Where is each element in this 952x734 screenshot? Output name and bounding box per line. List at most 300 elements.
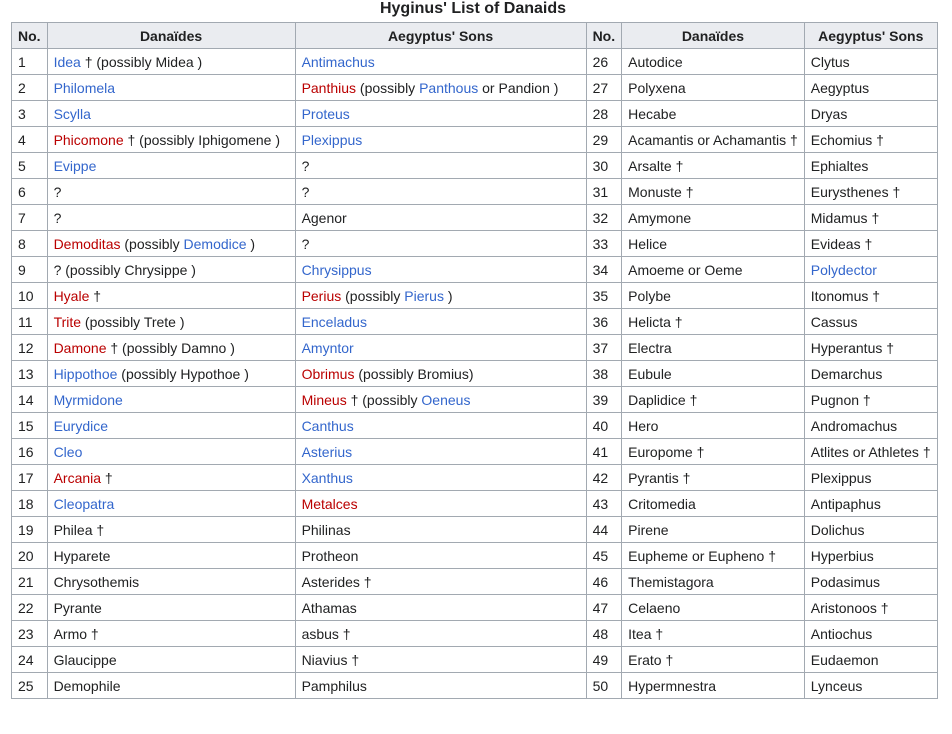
- cell-text: Arsalte †: [628, 157, 684, 174]
- row-number-2: 37: [586, 335, 622, 361]
- cell-text: Polyxena: [628, 79, 686, 96]
- cell-link[interactable]: Hippothoe: [53, 365, 118, 382]
- cell-link[interactable]: Xanthus: [301, 469, 353, 486]
- table-row: [12, 205, 938, 231]
- cell-link[interactable]: Phicomone: [53, 131, 124, 148]
- cell-text: Themistagora: [628, 573, 714, 590]
- header-aegyptus-sons-2[interactable]: Aegyptus' Sons: [804, 23, 937, 49]
- aegyptus-son-name: [295, 153, 586, 179]
- cell-text: Eurysthenes †: [810, 183, 901, 200]
- row-number-2: 43: [586, 491, 622, 517]
- table-row: [12, 75, 938, 101]
- table-row: [12, 309, 938, 335]
- cell-text: or Pandion: [478, 79, 554, 96]
- danaid-name-2: [622, 387, 805, 413]
- aegyptus-son-name: [295, 387, 586, 413]
- row-number-2: 32: [586, 205, 622, 231]
- cell-link[interactable]: Canthus: [301, 417, 354, 434]
- cell-text: † (possibly Iphigomene: [123, 131, 276, 148]
- danaid-name: [47, 231, 295, 257]
- row-number-2: 28: [586, 101, 622, 127]
- danaid-name-2: [622, 335, 805, 361]
- table-row: [12, 465, 938, 491]
- cell-link[interactable]: Evippe: [53, 157, 97, 174]
- danaid-name: [47, 101, 295, 127]
- danaid-name-2: [622, 647, 805, 673]
- cell-text: Helicta †: [628, 313, 683, 330]
- cell-text: Aristonoos †: [810, 599, 889, 616]
- cell-link[interactable]: Trite: [53, 313, 82, 330]
- cell-link[interactable]: Panthous: [419, 79, 479, 96]
- table-row: [12, 231, 938, 257]
- cell-link[interactable]: Plexippus: [301, 131, 363, 148]
- aegyptus-son-name-2: [804, 101, 937, 127]
- row-number-2: 39: [586, 387, 622, 413]
- row-number: 9: [12, 257, 48, 283]
- cell-link[interactable]: Asterius: [301, 443, 353, 460]
- table-row: [12, 647, 938, 673]
- danaids-table: [11, 22, 938, 699]
- danaid-name: [47, 283, 295, 309]
- cell-text: Agenor: [301, 209, 347, 226]
- cell-text: ): [197, 53, 203, 70]
- cell-text: Hecabe: [628, 105, 677, 122]
- danaid-name: [47, 621, 295, 647]
- danaid-name: [47, 127, 295, 153]
- cell-text: Midamus †: [810, 209, 880, 226]
- row-number-2: 27: [586, 75, 622, 101]
- aegyptus-son-name: [295, 595, 586, 621]
- danaid-name-2: [622, 205, 805, 231]
- cell-text: Monuste †: [628, 183, 694, 200]
- cell-text: ): [191, 261, 196, 278]
- table-caption: Hyginus' List of Danaids: [379, 0, 567, 17]
- row-number-2: 48: [586, 621, 622, 647]
- header-danaides[interactable]: Danaïdes: [47, 23, 295, 49]
- row-number: 12: [12, 335, 48, 361]
- cell-link[interactable]: Panthius: [301, 79, 357, 96]
- aegyptus-son-name-2: [804, 361, 937, 387]
- cell-link[interactable]: Enceladus: [301, 313, 367, 330]
- cell-link[interactable]: Demoditas: [53, 235, 121, 252]
- aegyptus-son-name-2: [804, 387, 937, 413]
- danaid-name: [47, 49, 295, 75]
- danaid-name-2: [622, 439, 805, 465]
- cell-text: (possibly: [341, 287, 405, 304]
- cell-text: Dryas: [810, 105, 848, 122]
- table-row: [12, 439, 938, 465]
- cell-link[interactable]: Hyale: [53, 287, 90, 304]
- row-number-2: 41: [586, 439, 622, 465]
- cell-text: Eupheme or Eupheno †: [628, 547, 777, 564]
- danaid-name-2: [622, 153, 805, 179]
- cell-text: Plexippus: [810, 469, 872, 486]
- cell-text: Cassus: [810, 313, 858, 330]
- danaid-name: [47, 647, 295, 673]
- cell-text: ?: [301, 157, 310, 174]
- cell-text: Philea †: [53, 521, 105, 538]
- header-no-2[interactable]: No.: [586, 23, 622, 49]
- table-row: [12, 257, 938, 283]
- aegyptus-son-name-2: [804, 179, 937, 205]
- row-number: 2: [12, 75, 48, 101]
- row-number: 3: [12, 101, 48, 127]
- cell-text: Andromachus: [810, 417, 898, 434]
- cell-text: Acamantis or Achamantis †: [628, 131, 798, 148]
- header-no[interactable]: No.: [12, 23, 48, 49]
- cell-link[interactable]: Mineus: [301, 391, 347, 408]
- aegyptus-son-name: [295, 517, 586, 543]
- header-danaides-2[interactable]: Danaïdes: [622, 23, 805, 49]
- danaid-name-2: [622, 309, 805, 335]
- table-body: [12, 49, 938, 699]
- cell-link[interactable]: Scylla: [53, 105, 91, 122]
- row-number: 16: [12, 439, 48, 465]
- danaid-name-2: [622, 595, 805, 621]
- table-row: [12, 569, 938, 595]
- cell-text: Aegyptus: [810, 79, 870, 96]
- row-number: 14: [12, 387, 48, 413]
- table-row: [12, 49, 938, 75]
- cell-link[interactable]: Metalces: [301, 495, 358, 512]
- row-number: 23: [12, 621, 48, 647]
- row-number: 8: [12, 231, 48, 257]
- row-number-2: 42: [586, 465, 622, 491]
- cell-text: Eudaemon: [810, 651, 879, 668]
- aegyptus-son-name: [295, 75, 586, 101]
- danaid-name: [47, 361, 295, 387]
- danaid-name-2: [622, 49, 805, 75]
- cell-text: Helice: [628, 235, 668, 252]
- danaid-name: [47, 491, 295, 517]
- aegyptus-son-name-2: [804, 309, 937, 335]
- cell-text: ): [275, 131, 281, 148]
- cell-text: Daplidice †: [628, 391, 698, 408]
- cell-text: Antiochus: [810, 625, 873, 642]
- row-number: 5: [12, 153, 48, 179]
- aegyptus-son-name: [295, 491, 586, 517]
- cell-link[interactable]: Arcania: [53, 469, 102, 486]
- cell-link[interactable]: Perius: [301, 287, 342, 304]
- cell-text: Critomedia: [628, 495, 696, 512]
- cell-link[interactable]: Amyntor: [301, 339, 354, 356]
- table-row: [12, 361, 938, 387]
- row-number-2: 26: [586, 49, 622, 75]
- danaid-name: [47, 257, 295, 283]
- row-number-2: 30: [586, 153, 622, 179]
- aegyptus-son-name: [295, 465, 586, 491]
- danaid-name-2: [622, 361, 805, 387]
- aegyptus-son-name: [295, 205, 586, 231]
- danaid-name: [47, 335, 295, 361]
- danaid-name: [47, 543, 295, 569]
- cell-text: Hypermnestra: [628, 677, 717, 694]
- danaid-name: [47, 569, 295, 595]
- row-number-2: 36: [586, 309, 622, 335]
- aegyptus-son-name-2: [804, 621, 937, 647]
- danaid-name: [47, 153, 295, 179]
- cell-text: ?: [53, 209, 62, 226]
- aegyptus-son-name: [295, 673, 586, 699]
- danaid-name: [47, 439, 295, 465]
- cell-text: Itonomus †: [810, 287, 881, 304]
- cell-text: (possibly Trete: [81, 313, 180, 330]
- cell-link[interactable]: Pierus: [404, 287, 444, 304]
- danaid-name: [47, 387, 295, 413]
- row-number: 7: [12, 205, 48, 231]
- row-number-2: 40: [586, 413, 622, 439]
- table-row: [12, 673, 938, 699]
- cell-text: Asterides †: [301, 573, 372, 590]
- cell-text: Antipaphus: [810, 495, 881, 512]
- cell-text: ?: [53, 183, 62, 200]
- row-number: 15: [12, 413, 48, 439]
- row-number: 25: [12, 673, 48, 699]
- aegyptus-son-name-2: [804, 127, 937, 153]
- row-number: 6: [12, 179, 48, 205]
- cell-link[interactable]: Chrysippus: [301, 261, 372, 278]
- aegyptus-son-name: [295, 257, 586, 283]
- cell-text: Dolichus: [810, 521, 865, 538]
- cell-text: Athamas: [301, 599, 357, 616]
- cell-text: Itea †: [628, 625, 664, 642]
- row-number: 19: [12, 517, 48, 543]
- cell-text: ): [246, 235, 256, 252]
- table-row: [12, 179, 938, 205]
- cell-text: Philinas: [301, 521, 351, 538]
- aegyptus-son-name: [295, 569, 586, 595]
- cell-link[interactable]: Cleopatra: [53, 495, 115, 512]
- danaid-name-2: [622, 569, 805, 595]
- danaid-name-2: [622, 127, 805, 153]
- cell-text: Celaeno: [628, 599, 681, 616]
- cell-text: ): [179, 313, 185, 330]
- danaid-name-2: [622, 101, 805, 127]
- cell-text: Echomius †: [810, 131, 884, 148]
- row-number-2: 45: [586, 543, 622, 569]
- aegyptus-son-name: [295, 49, 586, 75]
- cell-text: Polybe: [628, 287, 671, 304]
- danaid-name-2: [622, 413, 805, 439]
- row-number-2: 47: [586, 595, 622, 621]
- cell-text: Chrysothemis: [53, 573, 140, 590]
- danaid-name: [47, 465, 295, 491]
- aegyptus-son-name-2: [804, 465, 937, 491]
- row-number: 1: [12, 49, 48, 75]
- table-row: [12, 543, 938, 569]
- row-number-2: 31: [586, 179, 622, 205]
- cell-text: Pugnon †: [810, 391, 871, 408]
- cell-text: † (possibly Midea: [80, 53, 198, 70]
- cell-text: † (possibly: [346, 391, 422, 408]
- table-row: [12, 595, 938, 621]
- cell-text: Demophile: [53, 677, 121, 694]
- row-number-2: 44: [586, 517, 622, 543]
- danaid-name: [47, 673, 295, 699]
- danaid-name-2: [622, 621, 805, 647]
- cell-text: ): [230, 339, 235, 356]
- aegyptus-son-name-2: [804, 491, 937, 517]
- aegyptus-son-name-2: [804, 673, 937, 699]
- cell-link[interactable]: Polydector: [810, 261, 877, 278]
- row-number-2: 46: [586, 569, 622, 595]
- cell-link[interactable]: Cleo: [53, 443, 83, 460]
- cell-text: Ephialtes: [810, 157, 869, 174]
- cell-text: ? (possibly Chrysippe: [53, 261, 192, 278]
- row-number: 10: [12, 283, 48, 309]
- danaid-name-2: [622, 673, 805, 699]
- row-number: 4: [12, 127, 48, 153]
- cell-text: Pamphilus: [301, 677, 367, 694]
- cell-text: Armo †: [53, 625, 99, 642]
- cell-text: Pirene: [628, 521, 669, 538]
- row-number: 21: [12, 569, 48, 595]
- cell-text: Erato †: [628, 651, 674, 668]
- table-row: [12, 153, 938, 179]
- header-aegyptus-sons[interactable]: Aegyptus' Sons: [295, 23, 586, 49]
- row-number: 13: [12, 361, 48, 387]
- cell-text: ): [553, 79, 559, 96]
- cell-link[interactable]: Philomela: [53, 79, 116, 96]
- cell-text: Hyparete: [53, 547, 111, 564]
- danaid-name: [47, 309, 295, 335]
- cell-text: Amymone: [628, 209, 692, 226]
- cell-text: Amoeme or Oeme: [628, 261, 743, 278]
- row-number: 24: [12, 647, 48, 673]
- aegyptus-son-name: [295, 309, 586, 335]
- table-row: [12, 127, 938, 153]
- danaid-name: [47, 413, 295, 439]
- aegyptus-son-name: [295, 621, 586, 647]
- aegyptus-son-name: [295, 283, 586, 309]
- aegyptus-son-name: [295, 101, 586, 127]
- cell-text: Clytus: [810, 53, 850, 70]
- cell-text: Electra: [628, 339, 672, 356]
- table-row: [12, 517, 938, 543]
- cell-text: (possibly Bromius): [354, 365, 474, 382]
- aegyptus-son-name-2: [804, 517, 937, 543]
- danaid-name: [47, 517, 295, 543]
- cell-text: Hero: [628, 417, 659, 434]
- cell-text: Niavius †: [301, 651, 360, 668]
- aegyptus-son-name-2: [804, 335, 937, 361]
- aegyptus-son-name: [295, 647, 586, 673]
- cell-text: (possibly: [120, 235, 184, 252]
- row-number-2: 34: [586, 257, 622, 283]
- cell-text: ?: [301, 183, 310, 200]
- cell-text: †: [89, 287, 102, 304]
- cell-text: ?: [301, 235, 310, 252]
- cell-text: (possibly: [356, 79, 420, 96]
- aegyptus-son-name-2: [804, 153, 937, 179]
- cell-text: Lynceus: [810, 677, 863, 694]
- cell-link[interactable]: Myrmidone: [53, 391, 123, 408]
- row-number-2: 33: [586, 231, 622, 257]
- cell-link[interactable]: Damone: [53, 339, 107, 356]
- table-row: [12, 335, 938, 361]
- aegyptus-son-name: [295, 179, 586, 205]
- aegyptus-son-name: [295, 543, 586, 569]
- cell-text: Europome †: [628, 443, 705, 460]
- cell-text: † (possibly Damno: [106, 339, 231, 356]
- cell-text: Eubule: [628, 365, 672, 382]
- row-number-2: 29: [586, 127, 622, 153]
- table-row: [12, 283, 938, 309]
- aegyptus-son-name-2: [804, 439, 937, 465]
- cell-text: Pyrantis †: [628, 469, 691, 486]
- aegyptus-son-name-2: [804, 413, 937, 439]
- aegyptus-son-name-2: [804, 257, 937, 283]
- cell-link[interactable]: Eurydice: [53, 417, 109, 434]
- row-number: 17: [12, 465, 48, 491]
- cell-text: Podasimus: [810, 573, 881, 590]
- aegyptus-son-name-2: [804, 543, 937, 569]
- cell-text: ): [443, 287, 453, 304]
- table-row: [12, 387, 938, 413]
- row-number: 11: [12, 309, 48, 335]
- danaid-name: [47, 595, 295, 621]
- aegyptus-son-name-2: [804, 647, 937, 673]
- danaid-name: [47, 75, 295, 101]
- row-number: 18: [12, 491, 48, 517]
- aegyptus-son-name-2: [804, 569, 937, 595]
- cell-text: asbus †: [301, 625, 351, 642]
- cell-text: Hyperbius: [810, 547, 874, 564]
- row-number: 20: [12, 543, 48, 569]
- cell-text: Pyrante: [53, 599, 102, 616]
- cell-text: †: [101, 469, 113, 486]
- cell-text: Protheon: [301, 547, 359, 564]
- row-number-2: 49: [586, 647, 622, 673]
- cell-link[interactable]: Demodice: [183, 235, 247, 252]
- cell-text: Hyperantus †: [810, 339, 895, 356]
- aegyptus-son-name-2: [804, 283, 937, 309]
- cell-text: Evideas †: [810, 235, 873, 252]
- cell-text: Atlites or Athletes †: [810, 443, 931, 460]
- cell-text: Glaucippe: [53, 651, 117, 668]
- row-number-2: 50: [586, 673, 622, 699]
- danaid-name-2: [622, 283, 805, 309]
- header-row: [12, 23, 938, 49]
- row-number: 22: [12, 595, 48, 621]
- cell-link[interactable]: Idea: [53, 53, 81, 70]
- aegyptus-son-name: [295, 231, 586, 257]
- danaid-name-2: [622, 543, 805, 569]
- danaid-name-2: [622, 465, 805, 491]
- row-number-2: 35: [586, 283, 622, 309]
- cell-text: Demarchus: [810, 365, 883, 382]
- cell-link[interactable]: Obrimus: [301, 365, 355, 382]
- cell-link[interactable]: Oeneus: [421, 391, 471, 408]
- cell-link[interactable]: Antimachus: [301, 53, 375, 70]
- aegyptus-son-name: [295, 413, 586, 439]
- table-row: [12, 491, 938, 517]
- danaid-name-2: [622, 257, 805, 283]
- aegyptus-son-name: [295, 127, 586, 153]
- aegyptus-son-name-2: [804, 75, 937, 101]
- aegyptus-son-name-2: [804, 205, 937, 231]
- cell-text: ): [244, 365, 249, 382]
- aegyptus-son-name: [295, 361, 586, 387]
- cell-text: Autodice: [628, 53, 683, 70]
- aegyptus-son-name: [295, 439, 586, 465]
- aegyptus-son-name-2: [804, 49, 937, 75]
- cell-text: (possibly Hypothoe: [117, 365, 245, 382]
- table-row: [12, 621, 938, 647]
- danaid-name-2: [622, 517, 805, 543]
- cell-link[interactable]: Proteus: [301, 105, 350, 122]
- table-row: [12, 101, 938, 127]
